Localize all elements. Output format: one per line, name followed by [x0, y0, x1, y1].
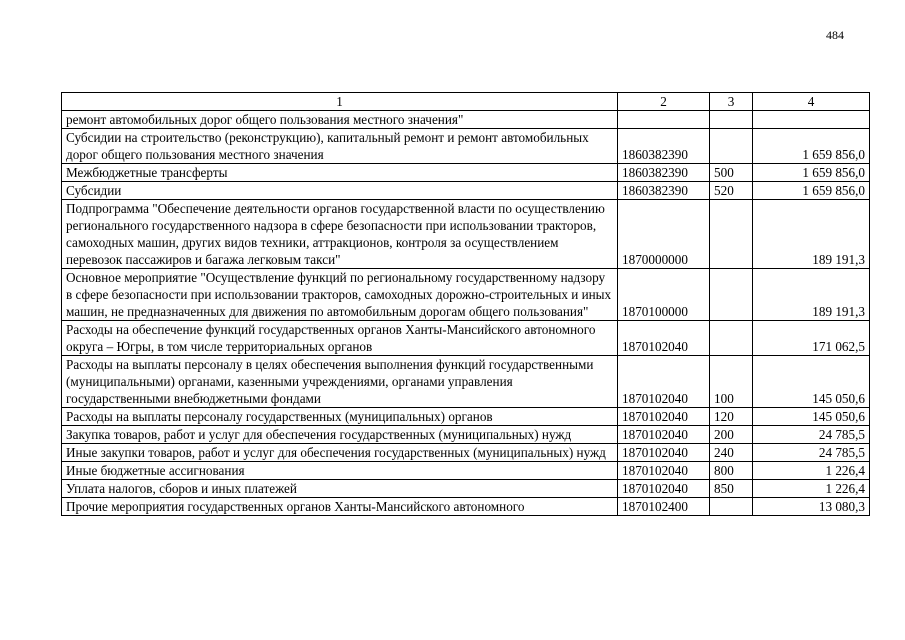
column-header-1: 1	[62, 93, 618, 111]
row-amount: 24 785,5	[753, 426, 870, 444]
row-code: 1870102040	[618, 444, 710, 462]
table-row	[62, 321, 870, 356]
row-amount: 1 226,4	[753, 462, 870, 480]
table-row	[62, 462, 870, 480]
row-type: 520	[710, 182, 753, 200]
column-header-2: 2	[618, 93, 710, 111]
row-code	[618, 111, 710, 129]
row-name: Прочие мероприятия государственных органов Ханты-Мансийского автономного	[62, 498, 618, 516]
row-amount	[753, 111, 870, 129]
row-code: 1870102040	[618, 321, 710, 356]
row-name: Закупка товаров, работ и услуг для обеспечения государственных (муниципальных) нужд	[62, 426, 618, 444]
row-amount: 171 062,5	[753, 321, 870, 356]
table-row	[62, 426, 870, 444]
row-name: Расходы на выплаты персоналу в целях обеспечения выполнения функций государственными (муниципальными) органами, казенными учреждениями, органами управления государственными внебюджетными фондами	[62, 356, 618, 408]
column-header-3: 3	[710, 93, 753, 111]
row-name: Расходы на выплаты персоналу государственных (муниципальных) органов	[62, 408, 618, 426]
row-type	[710, 200, 753, 269]
row-amount: 1 659 856,0	[753, 164, 870, 182]
table-row	[62, 182, 870, 200]
table-row	[62, 164, 870, 182]
table-row	[62, 200, 870, 269]
row-amount: 1 226,4	[753, 480, 870, 498]
table-row	[62, 111, 870, 129]
row-name: Иные бюджетные ассигнования	[62, 462, 618, 480]
row-amount: 189 191,3	[753, 269, 870, 321]
row-name: Иные закупки товаров, работ и услуг для обеспечения государственных (муниципальных) нужд	[62, 444, 618, 462]
table-row	[62, 129, 870, 164]
row-type	[710, 111, 753, 129]
row-type: 800	[710, 462, 753, 480]
row-code: 1870102400	[618, 498, 710, 516]
row-code: 1870000000	[618, 200, 710, 269]
row-amount: 145 050,6	[753, 356, 870, 408]
column-header-4: 4	[753, 93, 870, 111]
row-type: 240	[710, 444, 753, 462]
table-row	[62, 498, 870, 516]
page-number: 484	[826, 28, 844, 42]
table-row	[62, 480, 870, 498]
row-code: 1870102040	[618, 408, 710, 426]
row-type	[710, 129, 753, 164]
row-type	[710, 498, 753, 516]
row-code: 1870102040	[618, 426, 710, 444]
row-code: 1870102040	[618, 480, 710, 498]
row-name: Субсидии	[62, 182, 618, 200]
row-code: 1870102040	[618, 462, 710, 480]
row-type	[710, 269, 753, 321]
row-code: 1860382390	[618, 164, 710, 182]
table-row	[62, 408, 870, 426]
table-row	[62, 269, 870, 321]
row-name: Межбюджетные трансферты	[62, 164, 618, 182]
table-row	[62, 356, 870, 408]
row-type: 850	[710, 480, 753, 498]
row-amount: 1 659 856,0	[753, 129, 870, 164]
row-name: Уплата налогов, сборов и иных платежей	[62, 480, 618, 498]
row-name: ремонт автомобильных дорог общего пользования местного значения"	[62, 111, 618, 129]
row-type: 120	[710, 408, 753, 426]
row-type: 200	[710, 426, 753, 444]
row-amount: 189 191,3	[753, 200, 870, 269]
table-row	[62, 444, 870, 462]
row-type: 500	[710, 164, 753, 182]
row-amount: 1 659 856,0	[753, 182, 870, 200]
row-code: 1870102040	[618, 356, 710, 408]
row-amount: 24 785,5	[753, 444, 870, 462]
header-row	[62, 93, 870, 111]
row-name: Подпрограмма "Обеспечение деятельности органов государственной власти по осуществлению регионального государственного надзора в сфере безопасности при использовании тракторов, самоходных машин, других видов техники, аттракционов, контроля за осуществлением перевозок пассажиров и багажа легковым такси"	[62, 200, 618, 269]
row-type	[710, 321, 753, 356]
row-name: Субсидии на строительство (реконструкцию), капитальный ремонт и ремонт автомобильных дорог общего пользования местного значения	[62, 129, 618, 164]
row-type: 100	[710, 356, 753, 408]
row-amount: 13 080,3	[753, 498, 870, 516]
row-name: Расходы на обеспечение функций государственных органов Ханты-Мансийского автономного округа – Югры, в том числе территориальных органов	[62, 321, 618, 356]
row-code: 1870100000	[618, 269, 710, 321]
row-amount: 145 050,6	[753, 408, 870, 426]
row-code: 1860382390	[618, 129, 710, 164]
row-code: 1860382390	[618, 182, 710, 200]
row-name: Основное мероприятие "Осуществление функций по региональному государственному надзору в сфере безопасности при использовании тракторов, самоходных дорожно-строительных и иных машин, не предназначенных для движения по автомобильным дорогам общего пользования"	[62, 269, 618, 321]
budget-table	[61, 92, 870, 516]
